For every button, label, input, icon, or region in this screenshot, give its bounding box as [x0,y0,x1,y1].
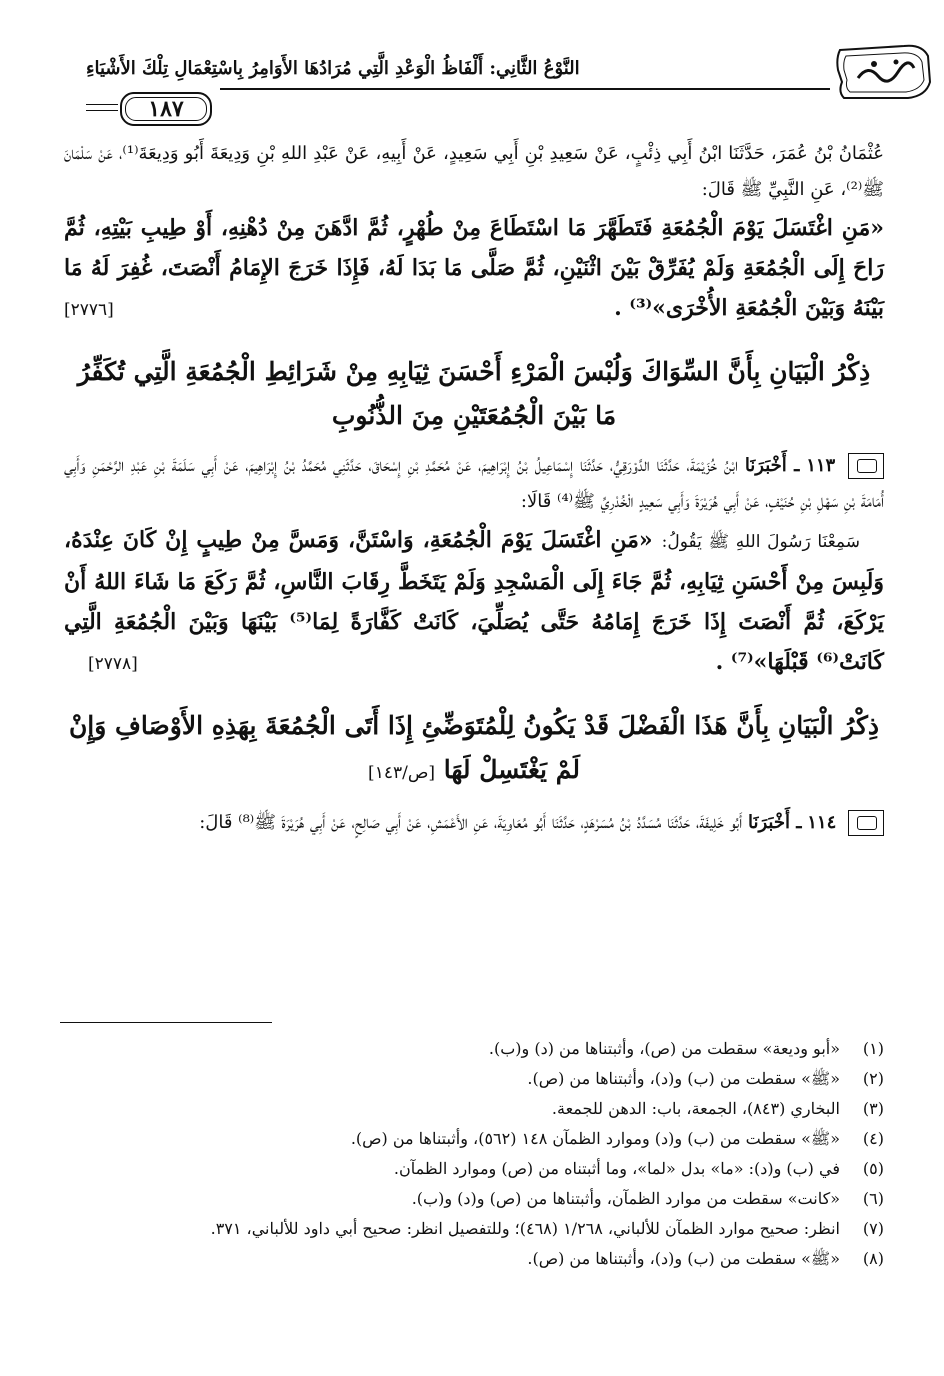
footnote [64,1034,884,1064]
hadith-text [64,208,884,328]
running-title: النَّوْعُ الثَّانِي: أَلْفَاظُ الْوَعْدِ الَّتِي مُرَادُهَا الأَوَامِرُ بِاسْتِعْمَالِ تِلْكَ الأَشْيَاءِ [86,58,580,79]
footnote [64,1124,884,1154]
footnote [64,1214,884,1244]
footnote-text: «ﷺ» سقطت من (ب) و(د)، وأثبتناها من (ص). [527,1249,840,1268]
footnote-number: (٧) [862,1219,884,1238]
footnote [64,1184,884,1214]
footnote [64,1244,884,1274]
footnotes [64,1034,884,1274]
hadith-reference-number: [٢٧٧٨] [88,654,138,674]
entry-113: ١١٣ ـ أَخْبَرَنَا ابْنُ خُزَيْمَةَ، حَدَّثَنَا الدَّوْرَقِيُّ، حَدَّثَنَا إِسْمَاعِيلُ بْنُ إِبْرَاهِيمَ، عَنْ مُحَمَّدِ بْنِ إِسْحَاقَ، حَدَّثَنِي مُحَمَّدُ بْنُ إِبْرَاهِيمَ، عَنْ أَبِي سَلَمَةَ بْنِ عَبْدِ الرَّحْمَنِ وَأَبِي أُمَامَةَ بْنِ سَهْلِ بْنِ حُنَيْفٍ، عَنْ أَبِي هُرَيْرَةَ وَأَبِي سَعِيدٍ الْخُدْرِيِّ ﷺ⁽⁴⁾ قَالَا: [64,455,884,512]
footnote-number: (٦) [862,1189,884,1208]
section-heading-text: ذِكْرُ الْبَيَانِ بِأَنَّ هَذَا الْفَضْلَ قَدْ يَكُونُ لِلْمُتَوَضِّئِ إِذَا أَتَى الْجُمُعَةَ بِهَذِهِ الأَوْصَافِ وَإِنْ لَمْ يَغْتَسِلْ لَهَا [68,711,880,784]
header-rule [220,88,830,90]
footnote-text: «ﷺ» سقطت من (ب) و(د)، وأثبتناها من (ص). [527,1069,840,1088]
page-number [120,92,212,126]
footnote-number: (٥) [862,1159,884,1178]
entry-marker-icon [848,810,884,836]
hadith-body: «مَنِ اغْتَسَلَ يَوْمَ الْجُمُعَةِ فَتَطَهَّرَ مَا اسْتَطَاعَ مِنْ طُهْرٍ، ثُمَّ ادَّهَنَ مِنْ دُهْنِهِ، أَوْ طِيبِ بَيْتِهِ، ثُمَّ رَاحَ إِلَى الْجُمُعَةِ وَلَمْ يُفَرِّقْ بَيْنَ اثْنَيْنِ، ثُمَّ صَلَّى مَا بَدَا لَهُ، فَإِذَا خَرَجَ الإِمَامُ أَنْصَتَ، غُفِرَ لَهُ مَا بَيْنَهُ وَبَيْنَ الْجُمُعَةِ الأُخْرَى»⁽³⁾ . [64,215,884,321]
footnote-number: (٨) [862,1249,884,1268]
entry-114: ١١٤ ـ أَخْبَرَنَا أَبُو خَلِيفَةَ، حَدَّثَنَا مُسَدَّدُ بْنُ مُسَرْهَدٍ، حَدَّثَنَا أَبُو مُعَاوِيَةَ، عَنِ الأَعْمَشِ، عَنْ أَبِي صَالِحٍ، عَنْ أَبِي هُرَيْرَةَ ﷺ⁽⁸⁾ قَالَ: [64,805,884,841]
footnote-text: البخاري (٨٤٣)، الجمعة، باب: الدهن للجمعة. [551,1099,840,1118]
main-text [64,136,884,841]
manuscript-page-ref: [ص/١٤٣] [368,763,436,783]
entry-number: ١١٣ [806,455,836,476]
footnote-number: (٢) [862,1069,884,1088]
entry-number: ١١٤ [807,812,837,833]
page-number-rule-left [86,104,118,105]
footnote-text: «كانت» سقطت من موارد الظمآن، وأثبتناها من (ص) و(د) و(ب). [411,1189,840,1208]
footnote-text: انظر: صحيح موارد الظمآن للألباني، ١/٢٦٨ (٤٦٨)؛ وللتفصيل انظر: صحيح أبي داود للألباني، ٣٧١. [210,1219,840,1238]
entry-marker-icon [848,453,884,479]
page-header [86,42,934,122]
isnad-text: أَبُو خَلِيفَةَ، حَدَّثَنَا مُسَدَّدُ بْنُ مُسَرْهَدٍ، حَدَّثَنَا أَبُو مُعَاوِيَةَ، عَنِ الأَعْمَشِ، عَنْ أَبِي صَالِحٍ، عَنْ أَبِي هُرَيْرَةَ ﷺ⁽⁸⁾ قَالَ: [199,812,743,833]
akhbarana-word: أَخْبَرَنَا [744,455,787,476]
footnote [64,1094,884,1124]
footnote-separator [60,1022,272,1023]
footnote-number: (٤) [862,1129,884,1148]
isnad-text: ابْنُ خُزَيْمَةَ، حَدَّثَنَا الدَّوْرَقِيُّ، حَدَّثَنَا إِسْمَاعِيلُ بْنُ إِبْرَاهِيمَ، عَنْ مُحَمَّدِ بْنِ إِسْحَاقَ، حَدَّثَنِي مُحَمَّدُ بْنُ إِبْرَاهِيمَ، عَنْ أَبِي سَلَمَةَ بْنِ عَبْدِ الرَّحْمَنِ وَأَبِي أُمَامَةَ بْنِ سَهْلِ بْنِ حُنَيْفٍ، عَنْ أَبِي هُرَيْرَةَ وَأَبِي سَعِيدٍ الْخُدْرِيِّ ﷺ⁽⁴⁾ قَالَا: [64,455,884,512]
footnote [64,1154,884,1184]
page-number-text: ١٨٧ [148,96,184,122]
footnote-number: (١) [862,1039,884,1058]
footnote-text: «أبو وديعة» سقطت من (ص)، وأثبتناها من (د) و(ب). [488,1039,840,1058]
ornament-logo-icon [834,42,934,102]
akhbarana-word: أَخْبَرَنَا [747,812,790,833]
hadith-intro: سَمِعْنَا رَسُولَ اللهِ ﷺ يَقُولُ: [661,532,860,552]
isnad-paragraph: عُثْمَانُ بْنُ عُمَرَ، حَدَّثَنَا ابْنُ أَبِي ذِئْبٍ، عَنْ سَعِيدِ بْنِ أَبِي سَعِيدٍ، عَنْ أَبِيهِ، عَنْ عَبْدِ اللهِ بْنِ وَدِيعَةَ أَبُو وَدِيعَةَ⁽¹⁾، عَنْ سَلْمَانَ ﷺ⁽²⁾، عَنِ النَّبِيِّ ﷺ قَالَ: [64,143,884,200]
section-heading: ذِكْرُ الْبَيَانِ بِأَنَّ السِّوَاكَ وَلُبْسَ الْمَرْءِ أَحْسَنَ ثِيَابِهِ مِنْ شَرَائِطِ الْجُمُعَةِ الَّتِي تُكَفِّرُ مَا بَيْنَ الْجُمُعَتَيْنِ مِنَ الذُّنُوبِ [77,357,871,430]
footnote [64,1064,884,1094]
hadith-text [64,520,884,682]
hadith-body: «مَنِ اغْتَسَلَ يَوْمَ الْجُمُعَةِ، وَاسْتَنَّ، وَمَسَّ مِنْ طِيبٍ إِنْ كَانَ عِنْدَهُ، وَلَبِسَ مِنْ أَحْسَنِ ثِيَابِهِ، ثُمَّ جَاءَ إِلَى الْمَسْجِدِ وَلَمْ يَتَخَطَّ رِقَابَ النَّاسِ، ثُمَّ رَكَعَ مَا شَاءَ اللهُ أَنْ يَرْكَعَ، ثُمَّ أَنْصَتَ إِذَا خَرَجَ إِمَامُهُ حَتَّى يُصَلِّيَ، كَانَتْ كَفَّارَةً لِمَا⁽⁵⁾ بَيْنَهَا وَبَيْنَ الْجُمُعَةِ الَّتِي كَانَتْ⁽⁶⁾ قَبْلَهَا»⁽⁷⁾ . [64,527,884,675]
footnote-text: في (ب) و(د): «ما» بدل «لما»، وما أثبتناه من (ص) وموارد الظمآن. [393,1159,840,1178]
footnote-text: «ﷺ» سقطت من (ب) و(د) وموارد الظمآن ١٤٨ (٥٦٢)، وأثبتناها من (ص). [350,1129,840,1148]
hadith-reference-number: [٢٧٧٦] [64,300,114,320]
section-heading [64,704,884,795]
page-number-rule-left-2 [86,110,118,111]
footnote-number: (٣) [862,1099,884,1118]
